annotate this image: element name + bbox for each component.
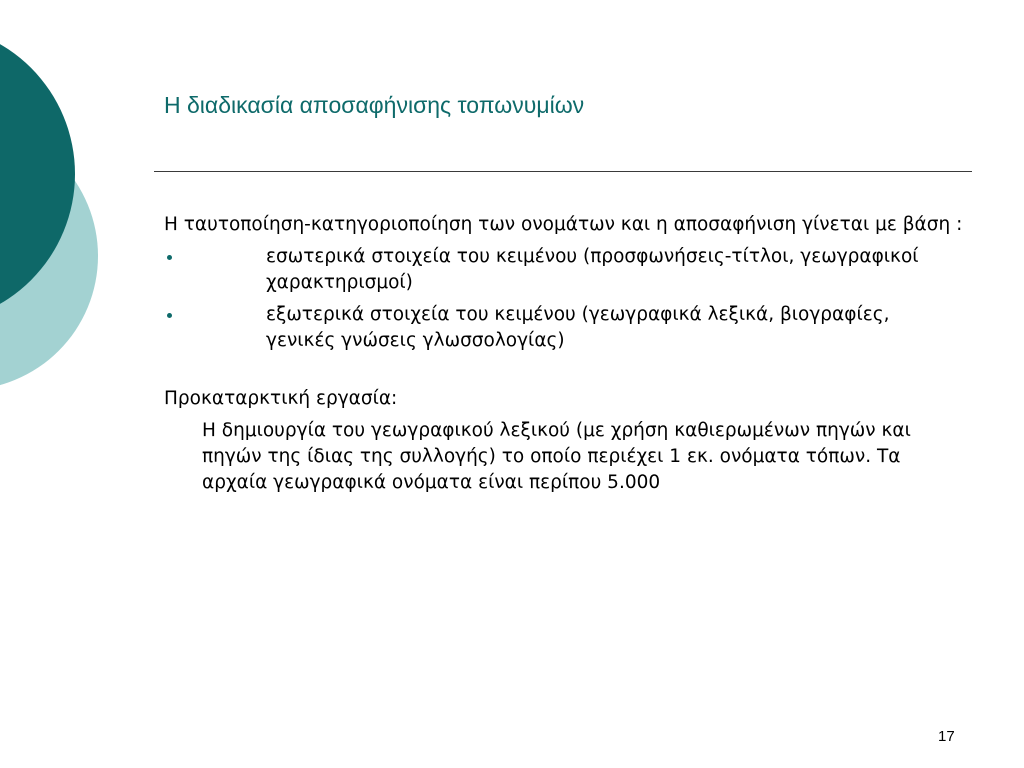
bullet-dot-icon [167,313,172,318]
bullet-text: εξωτερικά στοιχεία του κειμένου (γεωγραφικά λεξικά, βιογραφίες, γενικές γνώσεις γλωσσολογίας) [266,304,890,351]
bullet-item [164,302,964,354]
intro-paragraph: Η ταυτοποίηση-κατηγοριοποίηση των ονομάτων και η αποσαφήνιση γίνεται με βάση : [164,214,963,235]
bullet-dot-icon [167,255,172,260]
section-heading: Προκαταρκτική εργασία: [164,388,398,409]
slide-title: Η διαδικασία αποσαφήνισης τοπωνυμίων [164,92,585,118]
bullet-text: εσωτερικά στοιχεία του κειμένου (προσφωνήσεις-τίτλοι, γεωγραφικοί χαρακτηρισμοί) [266,246,919,293]
slide-content [164,212,964,496]
section-body: Η δημιουργία του γεωγραφικού λεξικού (με χρήση καθιερωμένων πηγών και πηγών της ίδιας της συλλογής) το οποίο περιέχει 1 εκ. ονόματα τόπων. Τα αρχαία γεωγραφικά ονόματα είναι περίπου 5.000 [202,420,911,493]
title-divider [154,171,972,172]
page-number: 17 [938,728,955,745]
bullet-item [164,244,964,296]
